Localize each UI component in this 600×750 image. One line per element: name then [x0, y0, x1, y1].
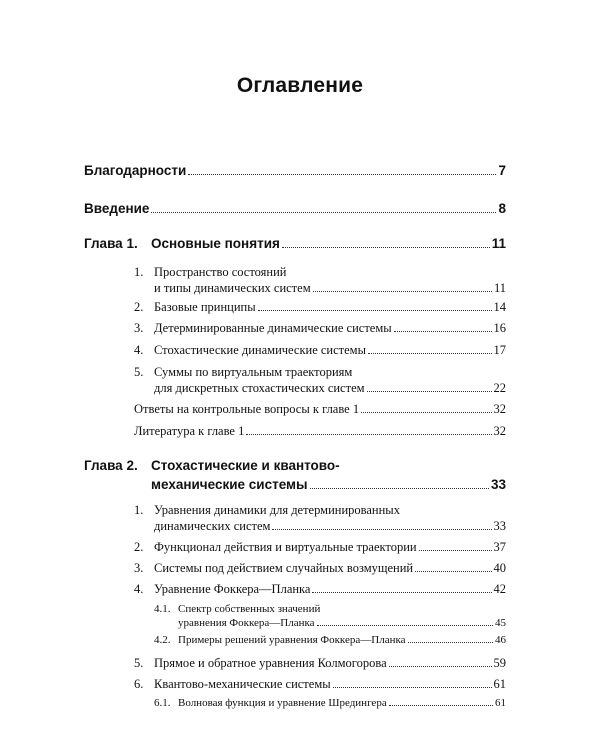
section-number: 3. — [134, 321, 144, 335]
toc-section-2-4[interactable] — [134, 582, 506, 597]
chapter-number: Глава 2. — [84, 458, 138, 473]
section-number: 4. — [134, 343, 144, 357]
chapter-title: Основные понятия — [151, 236, 280, 251]
section-number: 5. — [134, 365, 144, 379]
section-title-line2: и типы динамических систем — [154, 281, 311, 295]
page-number: 61 — [493, 677, 506, 691]
chapter-title-line2: механические системы — [151, 477, 308, 492]
page-number: 40 — [493, 561, 506, 575]
section-title: Прямое и обратное уравнения Колмогорова — [154, 656, 387, 670]
page-number: 22 — [493, 381, 506, 395]
page-number: 33 — [493, 519, 506, 533]
section-title: Функционал действия и виртуальные траектории — [154, 540, 417, 554]
dot-leader — [389, 704, 493, 706]
toc-section-2-3[interactable] — [134, 561, 506, 576]
section-title: Базовые принципы — [154, 300, 256, 314]
extra-title: Литература к главе 1 — [134, 424, 245, 438]
dot-leader — [313, 290, 492, 292]
toc-section-2-5[interactable] — [134, 656, 506, 671]
subsection-number: 4.2. — [154, 634, 171, 646]
dot-leader — [282, 246, 490, 248]
toc-subsection-2-4-1[interactable] — [178, 617, 506, 629]
chapter-title-line1: Стохастические и квантово- — [151, 458, 340, 473]
toc-entry-acknowledgements[interactable] — [84, 163, 506, 178]
subsection-title-line2: уравнения Фоккера—Планка — [178, 617, 315, 629]
dot-leader — [188, 173, 496, 175]
toc-section-2-1[interactable] — [154, 519, 506, 534]
section-title: Уравнение Фоккера—Планка — [154, 582, 311, 596]
toc-answers-ch1[interactable] — [134, 402, 506, 417]
section-title-line1: Уравнения динамики для детерминированных — [154, 503, 400, 517]
subsection-title: Волновая функция и уравнение Шредингера — [178, 697, 387, 709]
dot-leader — [272, 528, 491, 530]
toc-section-1-2[interactable] — [134, 300, 506, 315]
page-number: 46 — [495, 634, 506, 646]
section-title: Квантово-механические системы — [154, 677, 331, 691]
chapter-number: Глава 1. — [84, 236, 138, 251]
page-number: 16 — [493, 321, 506, 335]
dot-leader — [258, 309, 492, 311]
toc-entry-text: Введение — [84, 201, 150, 216]
section-title-line1: Пространство состояний — [154, 265, 287, 279]
dot-leader — [310, 487, 489, 489]
dot-leader — [317, 624, 493, 626]
dot-leader — [151, 211, 496, 213]
toc-section-1-3[interactable] — [134, 321, 506, 336]
toc-entry-introduction[interactable] — [84, 201, 506, 216]
page-number: 14 — [493, 300, 506, 314]
toc-subsection-2-4-2[interactable] — [154, 634, 506, 646]
extra-title: Ответы на контрольные вопросы к главе 1 — [134, 402, 360, 416]
toc-subsection-2-6-1[interactable] — [154, 697, 506, 709]
section-title-line2: динамических систем — [154, 519, 271, 533]
section-number: 6. — [134, 677, 144, 691]
toc-section-1-4[interactable] — [134, 343, 506, 358]
section-number: 3. — [134, 561, 144, 575]
dot-leader — [394, 330, 492, 332]
section-number: 4. — [134, 582, 144, 596]
page-number: 33 — [490, 477, 506, 492]
toc-section-1-1[interactable] — [154, 281, 506, 296]
dot-leader — [367, 390, 492, 392]
section-number: 1. — [134, 503, 144, 517]
dot-leader — [361, 411, 491, 413]
section-number: 2. — [134, 300, 144, 314]
page-number: 11 — [493, 281, 506, 295]
toc-chapter-2[interactable] — [151, 477, 506, 492]
dot-leader — [415, 570, 491, 572]
page-number: 37 — [493, 540, 506, 554]
page-number: 42 — [493, 582, 506, 596]
toc-chapter-1[interactable] — [84, 236, 506, 251]
dot-leader — [408, 641, 493, 643]
toc-entry-text: Благодарности — [84, 163, 187, 178]
section-number: 2. — [134, 540, 144, 554]
dot-leader — [246, 433, 491, 435]
section-title-line1: Суммы по виртуальным траекториям — [154, 365, 353, 379]
section-number: 5. — [134, 656, 144, 670]
subsection-title-line1: Спектр собственных значений — [178, 603, 321, 615]
dot-leader — [312, 591, 491, 593]
subsection-title: Примеры решений уравнения Фоккера—Планка — [178, 634, 406, 646]
section-title: Детерминированные динамические системы — [154, 321, 392, 335]
section-title: Стохастические динамические системы — [154, 343, 366, 357]
dot-leader — [333, 686, 492, 688]
section-title-line2: для дискретных стохастических систем — [154, 381, 365, 395]
page-number: 45 — [495, 617, 506, 629]
toc-section-1-5[interactable] — [154, 381, 506, 396]
toc-section-2-6[interactable] — [134, 677, 506, 692]
dot-leader — [389, 665, 492, 667]
subsection-number: 4.1. — [154, 603, 171, 615]
page-number: 11 — [491, 236, 506, 251]
page-title: Оглавление — [236, 74, 364, 97]
section-title: Системы под действием случайных возмущений — [154, 561, 414, 575]
section-number: 1. — [134, 265, 144, 279]
page-number: 32 — [493, 424, 506, 438]
toc-literature-ch1[interactable] — [134, 424, 506, 439]
page-number: 59 — [493, 656, 506, 670]
subsection-number: 6.1. — [154, 697, 171, 709]
dot-leader — [368, 352, 492, 354]
page-number: 32 — [493, 402, 506, 416]
page-number: 7 — [498, 163, 506, 178]
toc-section-2-2[interactable] — [134, 540, 506, 555]
page-number: 61 — [495, 697, 506, 709]
page-number: 8 — [498, 201, 506, 216]
dot-leader — [419, 549, 492, 551]
page-number: 17 — [493, 343, 506, 357]
